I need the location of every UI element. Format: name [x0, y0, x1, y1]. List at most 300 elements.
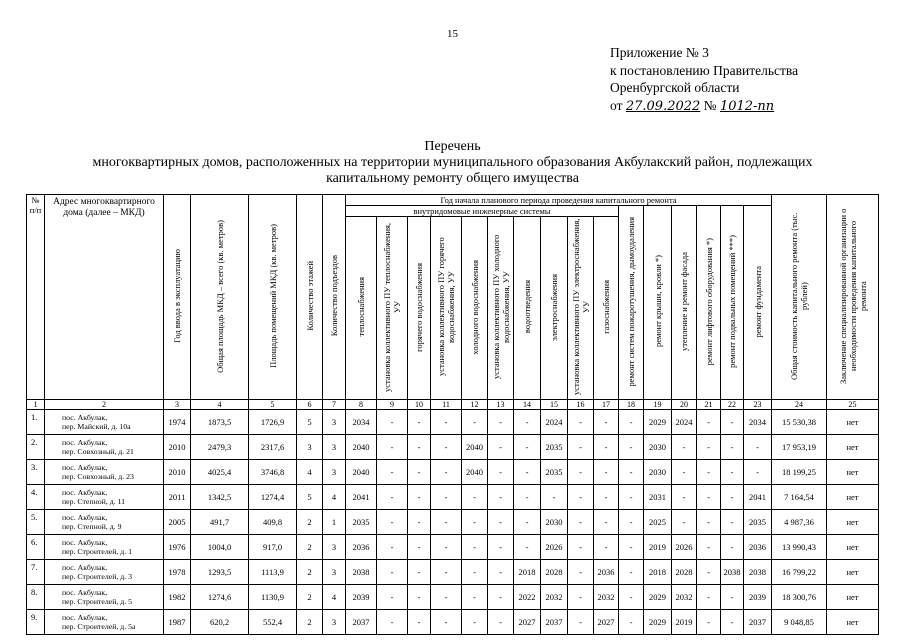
houses-table — [26, 194, 879, 635]
cell-roof: 2018 — [644, 560, 672, 585]
cell-basement: - — [721, 485, 744, 510]
address-line-2: пер. Степной, д. 11 — [62, 497, 126, 506]
cell-electricity-meter: - — [568, 410, 594, 435]
cell-lift: - — [697, 485, 721, 510]
cell-cold-water: - — [462, 610, 488, 635]
cell-basement: - — [721, 435, 744, 460]
cell-floors: 3 — [297, 435, 323, 460]
cell-hot-water: - — [408, 510, 431, 535]
cell-foundation: - — [744, 460, 772, 485]
cell-floors: 2 — [297, 510, 323, 535]
cell-premises-area: 1726,9 — [249, 410, 297, 435]
col-number: 6 — [297, 400, 323, 410]
cell-fire-system: - — [619, 485, 644, 510]
cell-sewer: 2022 — [514, 585, 541, 610]
cell-heat: 2036 — [346, 535, 377, 560]
table-row — [27, 410, 879, 435]
cell-facade: 2032 — [672, 585, 697, 610]
cell-year: 1974 — [164, 410, 191, 435]
col-number: 17 — [594, 400, 619, 410]
cell-fire-system: - — [619, 535, 644, 560]
cell-cost: 4 987,36 — [772, 510, 827, 535]
table-row — [27, 435, 879, 460]
appendix-number: 1012-пп — [719, 98, 775, 114]
cell-entrances: 3 — [323, 410, 346, 435]
col-number: 3 — [164, 400, 191, 410]
table-row — [27, 510, 879, 535]
address-line-1: пос. Акбулак, — [62, 562, 108, 572]
cell-floors: 5 — [297, 485, 323, 510]
cell-total-area: 1293,5 — [191, 560, 249, 585]
header-hot-meter: установка коллективного ПУ горячего водоснабжения, УУ — [431, 217, 462, 400]
cell-conclusion: нет — [827, 610, 879, 635]
cell-sewer: 2027 — [514, 610, 541, 635]
cell-address — [45, 585, 164, 610]
header-sewer: водоотведения — [514, 217, 541, 400]
cell-cost: 9 048,85 — [772, 610, 827, 635]
header-cold-meter: установка коллективного ПУ холодного водоснабжения, УУ — [488, 217, 514, 400]
cell-cold-water-meter: - — [488, 560, 514, 585]
cell-hot-water: - — [408, 535, 431, 560]
cell-cost: 17 953,19 — [772, 435, 827, 460]
header-floors: Количество этажей — [297, 195, 323, 400]
cell-premises-area: 917,0 — [249, 535, 297, 560]
cell-hot-water-meter: - — [431, 610, 462, 635]
col-number: 7 — [323, 400, 346, 410]
cell-year: 1987 — [164, 610, 191, 635]
col-number: 10 — [408, 400, 431, 410]
cell-electricity-meter: - — [568, 610, 594, 635]
cell-sewer: - — [514, 535, 541, 560]
header-year: Год ввода в эксплуатацию — [164, 195, 191, 400]
cell-entrances: 3 — [323, 535, 346, 560]
cell-heat-meter: - — [377, 485, 408, 510]
header-hot: горячего водоснабжения — [408, 217, 431, 400]
col-number: 24 — [772, 400, 827, 410]
cell-hot-water: - — [408, 585, 431, 610]
cell-premises-area: 1274,4 — [249, 485, 297, 510]
cell-cold-water-meter: - — [488, 535, 514, 560]
cell-roof: 2029 — [644, 610, 672, 635]
cell-electricity: 2024 — [541, 410, 568, 435]
title-line-2: многоквартирных домов, расположенных на территории муниципального образования Акбулакский район, подлежащих — [92, 155, 813, 170]
cell-electricity: 2035 — [541, 460, 568, 485]
cell-gas: - — [594, 510, 619, 535]
cell-entrances: 1 — [323, 510, 346, 535]
cell-cold-water: 2040 — [462, 435, 488, 460]
cell-electricity: 2030 — [541, 510, 568, 535]
cell-row-number: 2. — [27, 435, 45, 460]
header-cold: холодного водоснабжения — [462, 217, 488, 400]
title-line-1: Перечень — [424, 139, 481, 154]
cell-facade: - — [672, 510, 697, 535]
cell-electricity: 2026 — [541, 535, 568, 560]
cell-gas: 2036 — [594, 560, 619, 585]
cell-foundation: 2036 — [744, 535, 772, 560]
cell-conclusion: нет — [827, 485, 879, 510]
cell-heat-meter: - — [377, 560, 408, 585]
cell-basement: - — [721, 585, 744, 610]
cell-conclusion: нет — [827, 435, 879, 460]
cell-address — [45, 435, 164, 460]
cell-fire-system: - — [619, 435, 644, 460]
cell-basement: - — [721, 460, 744, 485]
address-line-2: пер. Строителей, д. 3 — [62, 572, 133, 581]
cell-heat-meter: - — [377, 535, 408, 560]
cell-fire-system: - — [619, 510, 644, 535]
cell-heat: 2037 — [346, 610, 377, 635]
cell-premises-area: 409,8 — [249, 510, 297, 535]
address-line-1: пос. Акбулак, — [62, 412, 108, 422]
cell-hot-water-meter: - — [431, 410, 462, 435]
cell-electricity-meter: - — [568, 435, 594, 460]
appendix-block — [610, 44, 798, 115]
cell-heat-meter: - — [377, 510, 408, 535]
cell-cold-water-meter: - — [488, 410, 514, 435]
cell-sewer: - — [514, 410, 541, 435]
col-number: 1 — [27, 400, 45, 410]
header-foundation: ремонт фундамента — [744, 206, 772, 400]
col-number: 11 — [431, 400, 462, 410]
col-number: 8 — [346, 400, 377, 410]
cell-electricity: 2037 — [541, 610, 568, 635]
appendix-line-2: к постановлению Правительства — [610, 62, 799, 78]
cell-cost: 15 530,38 — [772, 410, 827, 435]
cell-hot-water-meter: - — [431, 435, 462, 460]
cell-floors: 2 — [297, 535, 323, 560]
header-plan-group: Год начала планового периода проведения капитального ремонта — [346, 195, 772, 206]
cell-hot-water-meter: - — [431, 510, 462, 535]
address-line-1: пос. Акбулак, — [62, 487, 108, 497]
header-total-area: Общая площадь МКД – всего (кв. метров) — [191, 195, 249, 400]
cell-row-number: 1. — [27, 410, 45, 435]
cell-address — [45, 460, 164, 485]
cell-total-area: 1873,5 — [191, 410, 249, 435]
page-number: 15 — [447, 28, 458, 40]
cell-hot-water-meter: - — [431, 485, 462, 510]
header-heat-meter: установка коллективного ПУ теплоснабжения, УУ — [377, 217, 408, 400]
cell-fire-system: - — [619, 560, 644, 585]
cell-facade: 2019 — [672, 610, 697, 635]
cell-row-number: 4. — [27, 485, 45, 510]
col-number: 12 — [462, 400, 488, 410]
address-line-2: пер. Степной, д. 9 — [62, 522, 122, 531]
cell-hot-water: - — [408, 485, 431, 510]
col-number: 2 — [45, 400, 164, 410]
cell-entrances: 3 — [323, 560, 346, 585]
cell-basement: - — [721, 535, 744, 560]
cell-heat: 2038 — [346, 560, 377, 585]
table-row — [27, 535, 879, 560]
col-number: 18 — [619, 400, 644, 410]
cell-facade: 2024 — [672, 410, 697, 435]
cell-sewer: - — [514, 510, 541, 535]
cell-gas: 2032 — [594, 585, 619, 610]
address-line-2: пер. Строителей, д. 5а — [62, 622, 136, 631]
cell-heat-meter: - — [377, 460, 408, 485]
cell-cost: 13 990,43 — [772, 535, 827, 560]
cell-entrances: 4 — [323, 485, 346, 510]
col-number: 9 — [377, 400, 408, 410]
cell-sewer: - — [514, 435, 541, 460]
col-number: 19 — [644, 400, 672, 410]
appendix-line-1: Приложение № 3 — [610, 45, 709, 60]
cell-gas: - — [594, 435, 619, 460]
cell-row-number: 8. — [27, 585, 45, 610]
cell-electricity-meter: - — [568, 585, 594, 610]
cell-cold-water-meter: - — [488, 460, 514, 485]
cell-electricity: 2028 — [541, 560, 568, 585]
cell-heat-meter: - — [377, 435, 408, 460]
cell-hot-water-meter: - — [431, 560, 462, 585]
cell-entrances: 3 — [323, 435, 346, 460]
cell-address — [45, 485, 164, 510]
cell-address — [45, 610, 164, 635]
appendix-date: 27.09.2022 — [625, 98, 701, 114]
address-line-1: пос. Акбулак, — [62, 512, 108, 522]
appendix-from: от — [610, 97, 623, 113]
cell-lift: - — [697, 460, 721, 485]
col-number: 16 — [568, 400, 594, 410]
header-gas: газоснабжения — [594, 217, 619, 400]
header-premises-area: Площадь помещений МКД (кв. метров) — [249, 195, 297, 400]
header-facade: утепление и ремонт фасада — [672, 206, 697, 400]
cell-electricity: 2032 — [541, 585, 568, 610]
header-systems-group: внутридомовые инженерные системы — [346, 206, 619, 217]
col-number: 14 — [514, 400, 541, 410]
title-line-3: капитальному ремонту общего имущества — [326, 171, 579, 186]
header-conclusion: Заключение специализированной организации о необходимости проведения капитального ремонта — [827, 195, 879, 400]
address-line-1: пос. Акбулак, — [62, 462, 108, 472]
cell-fire-system: - — [619, 460, 644, 485]
cell-total-area: 620,2 — [191, 610, 249, 635]
cell-address — [45, 410, 164, 435]
cell-cost: 18 199,25 — [772, 460, 827, 485]
cell-heat-meter: - — [377, 585, 408, 610]
cell-cold-water-meter: - — [488, 435, 514, 460]
cell-fire-system: - — [619, 410, 644, 435]
cell-hot-water: - — [408, 435, 431, 460]
cell-cold-water: - — [462, 585, 488, 610]
address-line-2: пер. Строителей, д. 5 — [62, 597, 133, 606]
header-roof: ремонт крыши, кровли *) — [644, 206, 672, 400]
col-number: 15 — [541, 400, 568, 410]
cell-heat: 2034 — [346, 410, 377, 435]
cell-hot-water-meter: - — [431, 585, 462, 610]
cell-total-area: 1274,6 — [191, 585, 249, 610]
cell-roof: 2019 — [644, 535, 672, 560]
header-cost: Общая стоимость капитального ремонта (тыс. рублей) — [772, 195, 827, 400]
cell-roof: 2029 — [644, 585, 672, 610]
cell-fire-system: - — [619, 610, 644, 635]
cell-facade: - — [672, 485, 697, 510]
cell-hot-water: - — [408, 460, 431, 485]
cell-year: 2010 — [164, 460, 191, 485]
cell-gas: - — [594, 535, 619, 560]
col-number: 22 — [721, 400, 744, 410]
address-line-1: пос. Акбулак, — [62, 612, 108, 622]
cell-premises-area: 552,4 — [249, 610, 297, 635]
cell-total-area: 2479,3 — [191, 435, 249, 460]
cell-electricity-meter: - — [568, 460, 594, 485]
cell-heat-meter: - — [377, 610, 408, 635]
cell-cost: 7 164,54 — [772, 485, 827, 510]
header-address: Адрес многоквартирного дома (далее – МКД) — [45, 195, 164, 400]
cell-row-number: 5. — [27, 510, 45, 535]
cell-lift: - — [697, 560, 721, 585]
cell-basement: - — [721, 410, 744, 435]
header-elec: электроснабжения — [541, 217, 568, 400]
cell-address — [45, 510, 164, 535]
cell-roof: 2030 — [644, 435, 672, 460]
cell-roof: 2025 — [644, 510, 672, 535]
col-number: 20 — [672, 400, 697, 410]
cell-gas: 2027 — [594, 610, 619, 635]
cell-cold-water: - — [462, 485, 488, 510]
cell-fire-system: - — [619, 585, 644, 610]
cell-cold-water: - — [462, 510, 488, 535]
column-numbers-row — [27, 400, 879, 410]
cell-conclusion: нет — [827, 560, 879, 585]
cell-year: 1976 — [164, 535, 191, 560]
address-line-1: пос. Акбулак, — [62, 587, 108, 597]
cell-sewer: - — [514, 485, 541, 510]
table-row — [27, 610, 879, 635]
cell-cost: 18 300,76 — [772, 585, 827, 610]
table-row — [27, 460, 879, 485]
header-elec-meter: установка коллективного ПУ электроснабжения, УУ — [568, 217, 594, 400]
cell-foundation: - — [744, 435, 772, 460]
table-row — [27, 585, 879, 610]
cell-entrances: 4 — [323, 585, 346, 610]
cell-electricity-meter: - — [568, 510, 594, 535]
cell-premises-area: 2317,6 — [249, 435, 297, 460]
cell-heat: 2040 — [346, 435, 377, 460]
cell-row-number: 7. — [27, 560, 45, 585]
cell-premises-area: 3746,8 — [249, 460, 297, 485]
cell-foundation: 2037 — [744, 610, 772, 635]
cell-heat: 2035 — [346, 510, 377, 535]
cell-electricity-meter: - — [568, 560, 594, 585]
cell-hot-water: - — [408, 610, 431, 635]
cell-floors: 5 — [297, 410, 323, 435]
cell-cold-water-meter: - — [488, 610, 514, 635]
col-number: 23 — [744, 400, 772, 410]
cell-conclusion: нет — [827, 410, 879, 435]
cell-conclusion: нет — [827, 585, 879, 610]
cell-row-number: 9. — [27, 610, 45, 635]
cell-address — [45, 560, 164, 585]
cell-roof: 2029 — [644, 410, 672, 435]
cell-sewer: - — [514, 460, 541, 485]
table-row — [27, 560, 879, 585]
header-entrances: Количество подъездов — [323, 195, 346, 400]
address-line-2: пер. Майский, д. 10а — [62, 422, 131, 431]
cell-conclusion: нет — [827, 510, 879, 535]
cell-total-area: 4025,4 — [191, 460, 249, 485]
address-line-1: пос. Акбулак, — [62, 537, 108, 547]
cell-floors: 2 — [297, 560, 323, 585]
table-row — [27, 485, 879, 510]
cell-year: 2010 — [164, 435, 191, 460]
cell-facade: - — [672, 435, 697, 460]
cell-cost: 16 799,22 — [772, 560, 827, 585]
cell-heat: 2040 — [346, 460, 377, 485]
cell-premises-area: 1113,9 — [249, 560, 297, 585]
col-number: 25 — [827, 400, 879, 410]
cell-lift: - — [697, 585, 721, 610]
cell-total-area: 1342,5 — [191, 485, 249, 510]
cell-row-number: 6. — [27, 535, 45, 560]
cell-total-area: 1004,0 — [191, 535, 249, 560]
cell-entrances: 3 — [323, 610, 346, 635]
cell-address — [45, 535, 164, 560]
cell-cold-water: - — [462, 535, 488, 560]
cell-premises-area: 1130,9 — [249, 585, 297, 610]
cell-facade: 2026 — [672, 535, 697, 560]
cell-basement: - — [721, 510, 744, 535]
header-basement: ремонт подвальных помещений ***) — [721, 206, 744, 400]
cell-foundation: 2039 — [744, 585, 772, 610]
cell-cold-water-meter: - — [488, 585, 514, 610]
cell-cold-water: - — [462, 560, 488, 585]
cell-heat: 2041 — [346, 485, 377, 510]
cell-entrances: 3 — [323, 460, 346, 485]
cell-electricity: - — [541, 485, 568, 510]
appendix-line-4 — [610, 97, 798, 116]
cell-lift: - — [697, 610, 721, 635]
cell-roof: 2031 — [644, 485, 672, 510]
cell-electricity-meter: - — [568, 535, 594, 560]
cell-cold-water-meter: - — [488, 510, 514, 535]
cell-conclusion: нет — [827, 460, 879, 485]
cell-hot-water-meter: - — [431, 535, 462, 560]
cell-year: 2005 — [164, 510, 191, 535]
col-number: 5 — [249, 400, 297, 410]
cell-floors: 2 — [297, 610, 323, 635]
header-lift: ремонт лифтового оборудования *) — [697, 206, 721, 400]
cell-basement: - — [721, 610, 744, 635]
cell-heat-meter: - — [377, 410, 408, 435]
cell-conclusion: нет — [827, 535, 879, 560]
cell-foundation: 2041 — [744, 485, 772, 510]
cell-gas: - — [594, 485, 619, 510]
col-number: 13 — [488, 400, 514, 410]
cell-roof: 2030 — [644, 460, 672, 485]
cell-foundation: 2034 — [744, 410, 772, 435]
cell-lift: - — [697, 435, 721, 460]
cell-floors: 4 — [297, 460, 323, 485]
cell-foundation: 2038 — [744, 560, 772, 585]
cell-lift: - — [697, 410, 721, 435]
cell-gas: - — [594, 460, 619, 485]
cell-electricity-meter: - — [568, 485, 594, 510]
cell-facade: 2028 — [672, 560, 697, 585]
appendix-number-sign: № — [703, 97, 717, 113]
address-line-2: пер. Совхозный, д. 23 — [62, 472, 134, 481]
cell-year: 1982 — [164, 585, 191, 610]
cell-floors: 2 — [297, 585, 323, 610]
cell-electricity: 2035 — [541, 435, 568, 460]
col-number: 4 — [191, 400, 249, 410]
cell-cold-water: - — [462, 410, 488, 435]
col-number: 21 — [697, 400, 721, 410]
cell-hot-water: - — [408, 560, 431, 585]
cell-cold-water-meter: - — [488, 485, 514, 510]
cell-lift: - — [697, 510, 721, 535]
cell-year: 1978 — [164, 560, 191, 585]
cell-basement: 2038 — [721, 560, 744, 585]
